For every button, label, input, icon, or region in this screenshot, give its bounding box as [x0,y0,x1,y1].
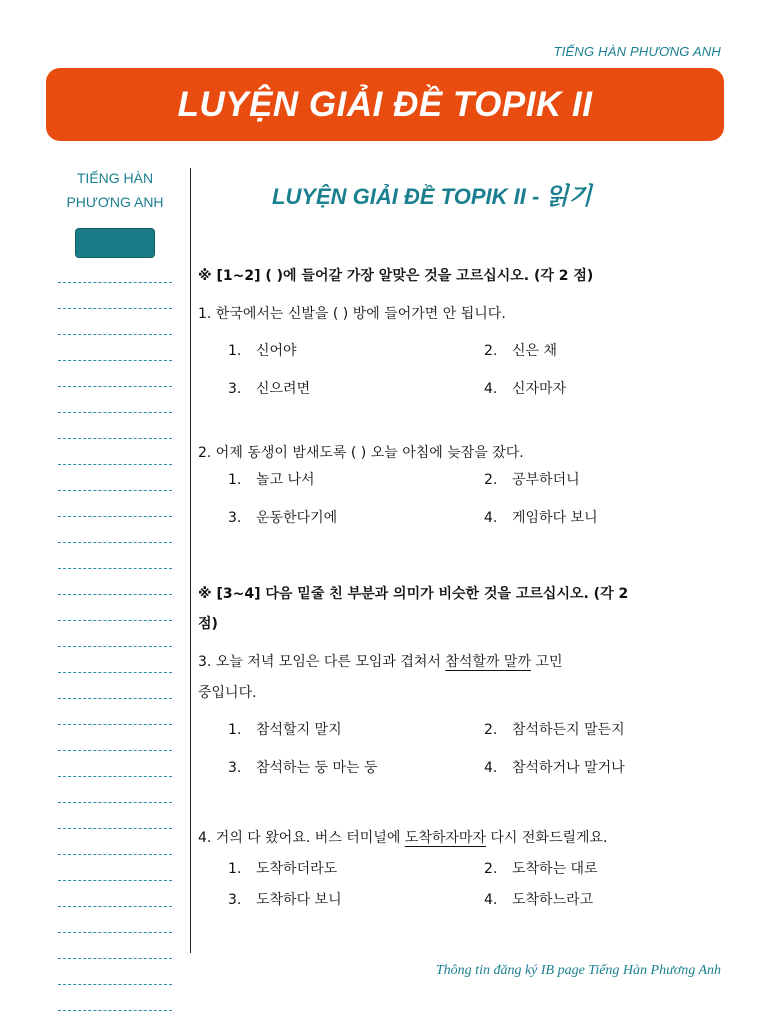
note-line [58,776,172,777]
q3-option-3: 3. 참석하는 둥 마는 둥 [228,760,378,776]
q2-option-4: 4. 게임하다 보니 [484,510,598,526]
note-line [58,932,172,933]
q4-option-2: 2. 도착하는 대로 [484,861,598,877]
section-title [272,176,592,211]
note-line [58,646,172,647]
note-line [58,568,172,569]
section-title-korean: 읽기 [545,182,592,210]
note-line [58,828,172,829]
note-line [58,620,172,621]
question-3: 3. 오늘 저녁 모임은 다른 모임과 겹쳐서 참석할까 말까 고민 [198,654,563,670]
q3-option-1: 1. 참석할지 말지 [228,722,342,738]
question-1: 1. 한국에서는 신발을 ( ) 방에 들어가면 안 됩니다. [198,306,506,322]
question-2: 2. 어제 동생이 밤새도록 ( ) 오늘 아침에 늦잠을 잤다. [198,445,524,461]
note-line [58,906,172,907]
note-line [58,854,172,855]
note-line [58,724,172,725]
footer-contact: Thông tin đăng ký IB page Tiếng Hàn Phương Anh [435,963,721,978]
sidebar-brand-line1: TIẾNG HÀN [76,170,154,186]
q3-option-4: 4. 참석하거나 말거나 [484,760,625,776]
question-4: 4. 거의 다 왔어요. 버스 터미널에 도착하자마자 다시 전화드릴게요. [198,830,608,846]
note-line [58,698,172,699]
header-brand: TIẾNG HÀN PHƯƠNG ANH [553,44,721,59]
q4-option-1: 1. 도착하더라도 [228,861,338,877]
q2-option-1: 1. 놀고 나서 [228,472,315,488]
note-line [58,308,172,309]
note-line [58,464,172,465]
note-line [58,958,172,959]
note-line [58,386,172,387]
q1-option-2: 2. 신은 채 [484,343,558,359]
note-line [58,490,172,491]
note-line [58,594,172,595]
title-banner [46,68,724,141]
note-line [58,360,172,361]
section-title-prefix: LUYỆN GIẢI ĐỀ TOPIK II - [272,184,546,209]
q4-option-3: 3. 도착하다 보니 [228,892,342,908]
sidebar-color-box [75,228,155,258]
vertical-divider [190,168,191,953]
note-line [58,516,172,517]
q3-underlined-phrase: 참석할까 말까 [445,654,531,670]
q2-option-3: 3. 운동한다기에 [228,510,338,526]
sidebar [56,166,174,258]
sidebar-brand [56,166,174,214]
q4-option-4: 4. 도착하느라고 [484,892,594,908]
note-line [58,412,172,413]
instruction-3-4-line1: ※ [3~4] 다음 밑줄 친 부분과 의미가 비슷한 것을 고르십시오. (각 2 [198,586,629,602]
q1-option-1: 1. 신어야 [228,343,297,359]
note-line [58,880,172,881]
instruction-3-4-line2: 점) [198,616,218,632]
note-line [58,282,172,283]
q4-underlined-phrase: 도착하자마자 [404,830,486,846]
note-line [58,334,172,335]
note-line [58,984,172,985]
q1-option-4: 4. 신자마자 [484,381,567,397]
banner-title: LUYỆN GIẢI ĐỀ TOPIK II [177,84,593,124]
q1-option-3: 3. 신으려면 [228,381,311,397]
note-line [58,750,172,751]
instruction-1-2: ※ [1~2] ( )에 들어갈 가장 알맞은 것을 고르십시오. (각 2 점) [198,268,594,284]
note-line [58,672,172,673]
q2-option-2: 2. 공부하더니 [484,472,580,488]
note-line [58,802,172,803]
question-3-line2: 중입니다. [198,685,257,701]
note-line [58,542,172,543]
sidebar-brand-line2: PHƯƠNG ANH [66,194,164,210]
q3-option-2: 2. 참석하든지 말든지 [484,722,625,738]
note-line [58,438,172,439]
note-line [58,1010,172,1011]
